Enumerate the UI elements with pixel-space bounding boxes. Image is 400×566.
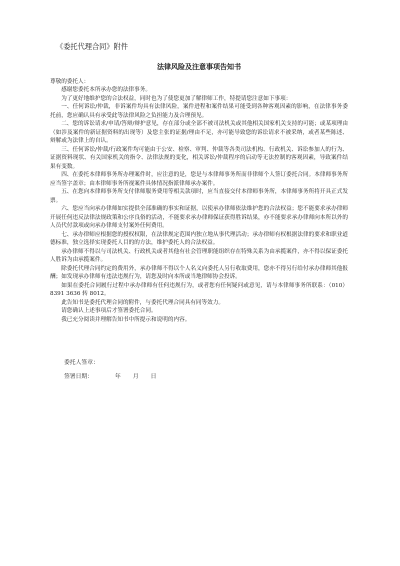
date-year-label: 年 [115,374,121,381]
paragraph: 除委托代理合同约定的费用外，承办律师不得以个人名义向委托人另行收取费用，您亦不得另行给付承办律师其他报酬；如发现承办律师有违法违规行为，请您及时向本所或当地律师协会投诉。 [50,265,348,281]
paragraph: 感谢您委托本所承办您的法律事务。 [61,87,152,94]
paragraph: 我已充分阅读并理解告知书中所提示和说明的内容。 [61,316,191,323]
paragraph: 如果在委托合同履行过程中承办律师有任何违规行为，或者您有任何疑问或意见，请与本律师事务所联系：（010）8391 3636 转 8012。 [50,282,348,298]
date-day-label: 日 [150,374,157,381]
paragraph: 三、任何诉讼/仲裁/行政案件均可能由于公安、检察、审判、仲裁等各类司法机构、行政机关、诉讼参加人的行为、证据资料现状、有关国家机关的指令、法律法规的变化，相关诉讼/仲裁程序的启动等无法控制的客观因素，导致案件结果有变数。 [50,146,348,170]
paragraph: 请您确认上述事项后才签署委托合同。 [61,308,157,315]
salutation: 尊敬的委托人： [50,79,90,85]
paragraph: 承办律师不得以与司法机关、行政机关或者其他有社会管理职能组织存在特殊关系为由承揽案件，亦不得以保证委托人胜诉为由承揽案件。 [50,248,348,264]
paragraph: 五、在您向本律师事务所支付律师服务费用等相关款项时，应当直接交付本律师事务所，本律师事务所将开具正式发票。 [50,189,348,204]
signing-date-label: 签署日期： [64,374,93,381]
paragraph: 一、任何诉讼/仲裁，非诉案件均具有法律风险，案件进程和案件结果可能受到各种客观因素的影响，在法律事务委托前，您应确认具有承受此等法律风险之负担能力及合理预见。 [50,104,348,119]
client-signature-line [64,358,348,372]
attachment-label: 《委托代理合同》附件 [56,42,128,51]
document-title: 法律风险及注意事项告知书 [157,62,241,71]
signing-date-line [64,372,348,386]
paragraph: 为了更好地维护您的合法权益，同时也为了使您更加了解律师工作，特提请您注意如下事项： [61,95,292,102]
paragraph: 二、您的诉讼请求/申请/答辩/辩护意见，存在部分或全部不被司法机关或其他相关国家机关支持的可能；或某项理由（如涉及案件的新证据资料的出现等）及您主张的证据/理由不足，亦可能导致您的诉讼请求不被采纳，或者某些陈述、辩解或为法律上的自认。 [50,121,348,145]
paragraph: 七、承办律师应根据您的授权权限，在法律规定范围内独立地从事代理活动；承办律师有权根据法律的要求和职业道德标准，独立选择实现委托人目的的方法，维护委托人的合法权益。 [50,231,348,247]
paragraph: 六、您应当向承办律师如实提供全部准确的事实和证据，以使承办律师依法维护您的合法权益；您不能要求承办律师开展任何违反法律法规政策和公序良俗的活动，不能要求承办律师保证获得胜诉结果，亦不能要求承办律师向本所以外的人员代付款项或向承办律师支付案外任何费用。 [50,206,348,230]
date-month-label: 月 [132,374,139,381]
notice-body [50,86,348,324]
paragraph: 此告知书是委托代理合同的附件，与委托代理合同具有同等效力。 [61,299,224,306]
paragraph: 四、在委托本律师事务所办理案件时，应注意的是，您是与本律师事务所而非律师个人签订委托合同。本律师事务所应当签字盖章；由本律师事务所视案件具体情况指派律师承办案件。 [50,172,348,187]
signature-block [50,358,348,386]
client-signature-label: 委托人签章： [64,360,99,367]
